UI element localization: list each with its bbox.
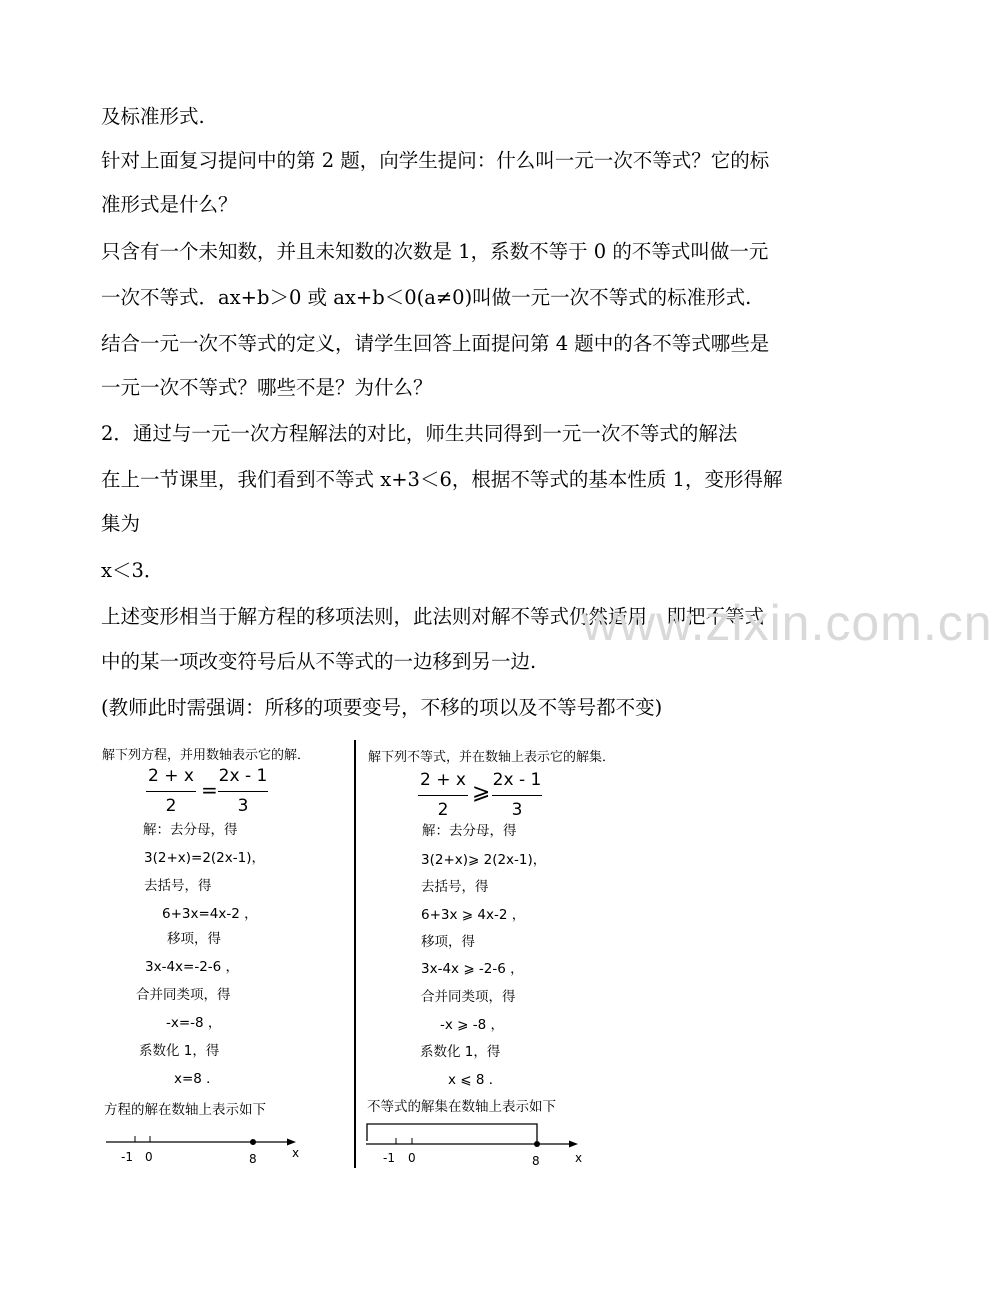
solution-step: 系数化 1，得 <box>139 1043 220 1059</box>
tick-label: -1 <box>121 1150 133 1164</box>
inequality-panel <box>364 738 664 1168</box>
equation-panel <box>100 738 352 1168</box>
solution-step: -x ⩾ -8 ， <box>440 1017 505 1033</box>
solution-step: x=8 ． <box>174 1071 220 1087</box>
lhs-fraction <box>144 764 198 822</box>
solution-step: 3x-4x=-2-6 ， <box>145 959 240 975</box>
text-line: 只含有一个未知数，并且未知数的次数是 1，系数不等于 0 的不等式叫做一元 <box>101 240 769 263</box>
solution-step: 解：去分母，得 <box>422 823 517 839</box>
text-line: 集为 <box>101 512 141 535</box>
solution-step: 系数化 1，得 <box>420 1044 501 1060</box>
watermark: www.zixin.com.cn <box>582 595 993 651</box>
rhs-denominator: 3 <box>511 800 523 820</box>
axis-caption: 不等式的解集在数轴上表示如下 <box>367 1099 556 1115</box>
rhs-fraction <box>216 764 270 822</box>
text-line: 结合一元一次不等式的定义，请学生回答上面提问第 4 题中的各不等式哪些是 <box>101 332 770 355</box>
axis-x-label: x <box>575 1151 583 1165</box>
fraction-bar <box>218 791 268 792</box>
solution-step: 移项，得 <box>421 934 475 950</box>
fraction-bar <box>492 795 542 796</box>
text-line: 及标准形式. <box>101 105 205 128</box>
solution-step: 解：去分母，得 <box>143 822 238 838</box>
solution-step: 合并同类项，得 <box>421 989 516 1005</box>
relation-sign: ⩾ <box>472 780 491 805</box>
text-line: 一元一次不等式？哪些不是？为什么？ <box>101 376 433 399</box>
lhs-denominator: 2 <box>165 796 177 816</box>
lhs-denominator: 2 <box>437 800 449 820</box>
text-line: 一次不等式．ax+b＞0 或 ax+b＜0(a≠0)叫做一元一次不等式的标准形式. <box>101 286 752 309</box>
rhs-numerator: 2x - 1 <box>218 766 268 786</box>
text-line: (教师此时需强调：所移的项要变号，不移的项以及不等号都不变) <box>101 696 663 719</box>
text-line: 上述变形相当于解方程的移项法则，此法则对解不等式仍然适用．即把不等式 <box>101 605 765 628</box>
text-line: 准形式是什么？ <box>101 193 238 216</box>
solution-step: 去括号，得 <box>144 878 212 894</box>
text-line: 在上一节课里，我们看到不等式 x+3＜6，根据不等式的基本性质 1，变形得解 <box>101 468 783 491</box>
solution-step: 6+3x ⩾ 4x-2 ， <box>421 907 526 923</box>
number-line <box>366 1118 596 1168</box>
rhs-numerator: 2x - 1 <box>492 770 542 790</box>
solution-step: 6+3x=4x-2 ， <box>162 906 258 922</box>
tick-label: 8 <box>532 1154 540 1168</box>
axis-caption: 方程的解在数轴上表示如下 <box>104 1102 266 1118</box>
number-line <box>106 1130 311 1170</box>
relation-sign: = <box>201 778 218 802</box>
fraction-bar <box>418 795 468 796</box>
rhs-fraction <box>490 768 544 826</box>
section-heading: 2．通过与一元一次方程解法的对比，师生共同得到一元一次不等式的解法 <box>101 422 738 445</box>
text-line: 中的某一项改变符号后从不等式的一边移到另一边. <box>101 650 537 673</box>
solution-step: 3x-4x ⩾ -2-6 ， <box>421 961 524 977</box>
axis-x-label: x <box>292 1146 300 1160</box>
rhs-denominator: 3 <box>237 796 249 816</box>
text-line: x＜3． <box>101 559 164 582</box>
panel-title: 解下列方程，并用数轴表示它的解． <box>102 748 311 763</box>
solution-step: 合并同类项，得 <box>136 987 231 1003</box>
text-line: 针对上面复习提问中的第 2 题，向学生提问：什么叫一元一次不等式？它的标 <box>101 149 770 172</box>
fraction-bar <box>146 791 196 792</box>
panel-title: 解下列不等式，并在数轴上表示它的解集． <box>368 750 616 765</box>
solution-step: -x=-8 ， <box>166 1015 222 1031</box>
tick-label: 8 <box>249 1152 257 1166</box>
tick-label: 0 <box>145 1150 153 1164</box>
panel-divider <box>354 740 356 1168</box>
lhs-fraction <box>416 768 470 826</box>
tick-label: 0 <box>408 1151 416 1165</box>
lhs-numerator: 2 + x <box>420 770 466 790</box>
solution-step: 去括号，得 <box>421 879 489 895</box>
solution-step: 3(2+x)⩾ 2(2x-1)， <box>421 852 547 868</box>
solution-step: 3(2+x)=2(2x-1)， <box>144 850 265 866</box>
solution-step: 移项，得 <box>167 931 221 947</box>
tick-label: -1 <box>383 1151 395 1165</box>
inequality-fraction-row <box>416 768 556 826</box>
equation-fraction-row <box>144 764 274 822</box>
solution-step: x ⩽ 8 ． <box>448 1072 503 1088</box>
lhs-numerator: 2 + x <box>148 766 194 786</box>
